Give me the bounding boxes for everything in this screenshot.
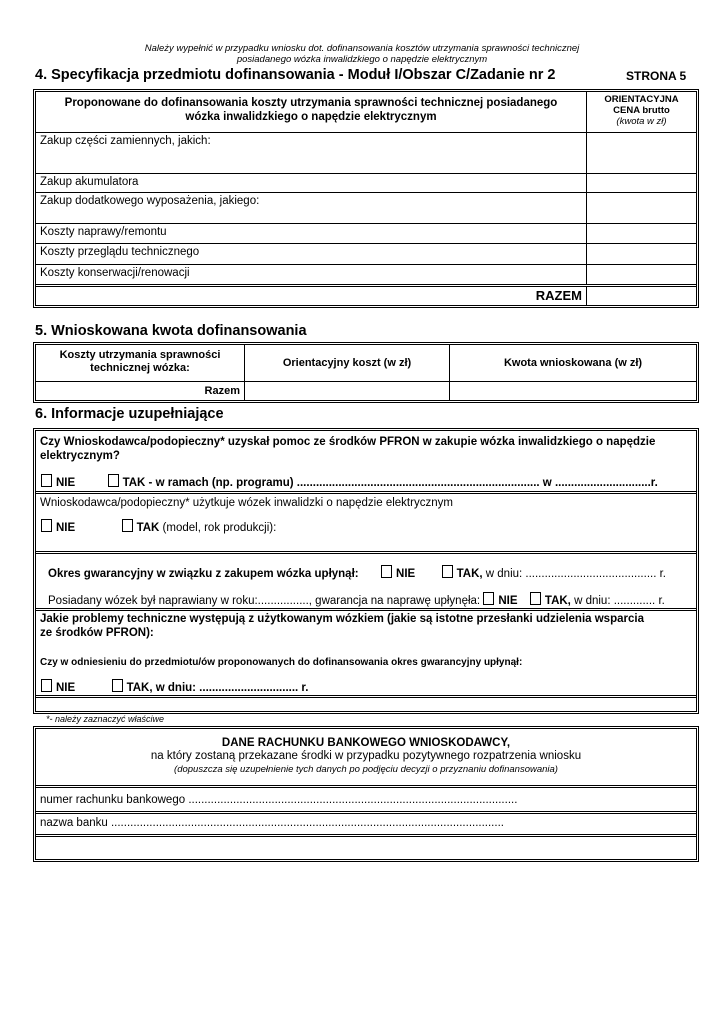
section5-table bbox=[33, 342, 699, 403]
spec-total-value-cell[interactable] bbox=[586, 287, 696, 305]
bank-divider bbox=[36, 811, 696, 814]
spec-row-price-cell[interactable] bbox=[586, 192, 696, 223]
spec-col2-header-line1: ORIENTACYJNA bbox=[604, 94, 679, 105]
q6-tak-checkbox[interactable] bbox=[112, 679, 123, 692]
header-note-line1: Należy wypełnić w przypadku wniosku dot. dofinansowania kosztów utrzymania sprawności technicznej bbox=[144, 43, 580, 54]
bank-box bbox=[33, 726, 699, 862]
section5-col1-line2: technicznej wózka: bbox=[90, 362, 190, 374]
spec-row-label: Zakup dodatkowego wyposażenia, jakiego: bbox=[40, 195, 260, 207]
q5-line1: Jakie problemy techniczne występują z użytkowanym wózkiem (jakie są istotne przesłanki udzielenia wsparcia bbox=[40, 613, 644, 625]
q4-tak-label: TAK, bbox=[544, 595, 571, 607]
section5-row-label: Razem bbox=[36, 381, 244, 400]
q-divider bbox=[36, 551, 696, 554]
q-divider bbox=[36, 695, 696, 698]
bank-title: DANE RACHUNKU BANKOWEGO WNIOSKODAWCY, bbox=[221, 737, 511, 749]
spec-col1-header-line2: wózka inwalidzkiego o napędzie elektrycznym bbox=[185, 111, 437, 123]
q3-text bbox=[48, 565, 696, 580]
q2-nie-label: NIE bbox=[56, 522, 76, 534]
section5-col1-line1: Koszty utrzymania sprawności bbox=[59, 349, 221, 361]
bank-line3: (dopuszcza się uzupełnienie tych danych po podjęciu decyzji o przyznaniu dofinansowania) bbox=[174, 764, 558, 775]
q1-line1: Czy Wnioskodawca/podopieczny* uzyskał pomoc ze środków PFRON w zakupie wózka inwalidzkiego o napędzie bbox=[40, 436, 656, 448]
q2-tak-label: TAK bbox=[136, 522, 160, 534]
spec-col2-header bbox=[586, 92, 696, 132]
q-divider bbox=[36, 491, 696, 494]
spec-row-price-cell[interactable] bbox=[586, 132, 696, 173]
spec-row-label: Zakup akumulatora bbox=[40, 176, 139, 188]
q4-nie-label: NIE bbox=[498, 595, 518, 607]
q6-nie-label: NIE bbox=[56, 682, 76, 694]
q2-tak-rest: (model, rok produkcji): bbox=[159, 522, 277, 534]
q1-text bbox=[40, 435, 695, 463]
q6-text: Czy w odniesieniu do przedmiotu/ów proponowanych do dofinansowania okres gwarancyjny upłynął: bbox=[40, 657, 523, 668]
q2-tak-checkbox[interactable] bbox=[122, 519, 133, 532]
q4-text bbox=[48, 592, 696, 607]
section6-box bbox=[33, 428, 699, 714]
spec-row-price-cell[interactable] bbox=[586, 223, 696, 243]
bank-divider bbox=[36, 785, 696, 788]
section5-col3-header: Kwota wnioskowana (w zł) bbox=[449, 345, 696, 381]
bank-account-field[interactable]: numer rachunku bankowego ....................................................................................................... bbox=[40, 794, 518, 806]
header-note-line2: posiadanego wózka inwalidzkiego o napędzie elektrycznym bbox=[236, 54, 488, 65]
q1-tak-label: TAK - w ramach (np. programu) ............................................................................ w ..............................r. bbox=[122, 477, 658, 489]
section5-cost-cell[interactable] bbox=[244, 381, 449, 400]
spec-table bbox=[33, 89, 699, 308]
spec-row-label: Koszty przeglądu technicznego bbox=[40, 246, 200, 258]
q3-tak-label: TAK, bbox=[456, 568, 483, 580]
footnote: *- należy zaznaczyć właściwe bbox=[46, 714, 165, 724]
q4-label: Posiadany wózek był naprawiany w roku:................, gwarancja na naprawę upłynęła: bbox=[48, 595, 481, 607]
bank-divider bbox=[36, 834, 696, 837]
spec-col2-header-line3: (kwota w zł) bbox=[616, 116, 667, 127]
spec-row bbox=[36, 132, 586, 173]
q3-nie-checkbox[interactable] bbox=[381, 565, 392, 578]
q1-options bbox=[41, 474, 696, 489]
q3-label: Okres gwarancyjny w związku z zakupem wózka upłynął: bbox=[48, 568, 359, 580]
spec-col2-header-line2: CENA brutto bbox=[613, 105, 670, 116]
page-number: STRONA 5 bbox=[626, 69, 687, 83]
spec-row-label: Zakup części zamiennych, jakich: bbox=[40, 135, 211, 147]
spec-row bbox=[36, 223, 586, 243]
spec-row-price-cell[interactable] bbox=[586, 264, 696, 284]
spec-row bbox=[36, 243, 586, 264]
spec-row-label: Koszty konserwacji/renowacji bbox=[40, 267, 190, 279]
q2-options bbox=[41, 519, 696, 534]
q4-tak-checkbox[interactable] bbox=[530, 592, 541, 605]
section5-col1-header bbox=[36, 345, 244, 381]
spec-row bbox=[36, 192, 586, 223]
q-divider bbox=[36, 608, 696, 611]
q1-nie-checkbox[interactable] bbox=[41, 474, 52, 487]
q1-tak-checkbox[interactable] bbox=[108, 474, 119, 487]
q5-text bbox=[40, 612, 695, 640]
page-title: 4. Specyfikacja przedmiotu dofinansowania - Moduł I/Obszar C/Zadanie nr 2 bbox=[35, 67, 556, 83]
bank-name-field[interactable]: nazwa banku ........................................................................................................................... bbox=[40, 817, 504, 829]
spec-total-label: RAZEM bbox=[535, 288, 582, 303]
spec-col1-header-line1: Proponowane do dofinansowania koszty utrzymania sprawności technicznej posiadanego bbox=[64, 97, 558, 109]
spec-row-price-cell[interactable] bbox=[586, 243, 696, 264]
q6-options bbox=[41, 679, 696, 694]
spec-row bbox=[36, 173, 586, 192]
section5-col2-header: Orientacyjny koszt (w zł) bbox=[244, 345, 449, 381]
bank-header bbox=[36, 737, 696, 776]
spec-row bbox=[36, 264, 586, 284]
q6-nie-checkbox[interactable] bbox=[41, 679, 52, 692]
spec-row-price-cell[interactable] bbox=[586, 173, 696, 192]
q3-nie-label: NIE bbox=[396, 568, 416, 580]
q3-tak-checkbox[interactable] bbox=[442, 565, 453, 578]
q4-date: w dniu: ............. r. bbox=[570, 595, 665, 607]
bank-line2: na który zostaną przekazane środki w przypadku pozytywnego rozpatrzenia wniosku bbox=[150, 750, 582, 762]
q3-date: w dniu: ......................................... r. bbox=[482, 568, 666, 580]
spec-col1-header bbox=[36, 92, 586, 132]
spec-row-label: Koszty naprawy/remontu bbox=[40, 226, 167, 238]
section5-title: 5. Wnioskowana kwota dofinansowania bbox=[35, 323, 307, 339]
section6-title: 6. Informacje uzupełniające bbox=[35, 406, 224, 422]
q4-nie-checkbox[interactable] bbox=[483, 592, 494, 605]
q2-nie-checkbox[interactable] bbox=[41, 519, 52, 532]
section5-requested-cell[interactable] bbox=[449, 381, 696, 400]
q2-text: Wnioskodawca/podopieczny* użytkuje wózek inwalidzki o napędzie elektrycznym bbox=[40, 497, 453, 509]
q1-nie-label: NIE bbox=[56, 477, 76, 489]
q5-line2: ze środków PFRON): bbox=[40, 627, 154, 639]
q1-line2: elektrycznym? bbox=[40, 450, 120, 462]
q6-tak-label: TAK, w dniu: ............................... r. bbox=[126, 682, 309, 694]
